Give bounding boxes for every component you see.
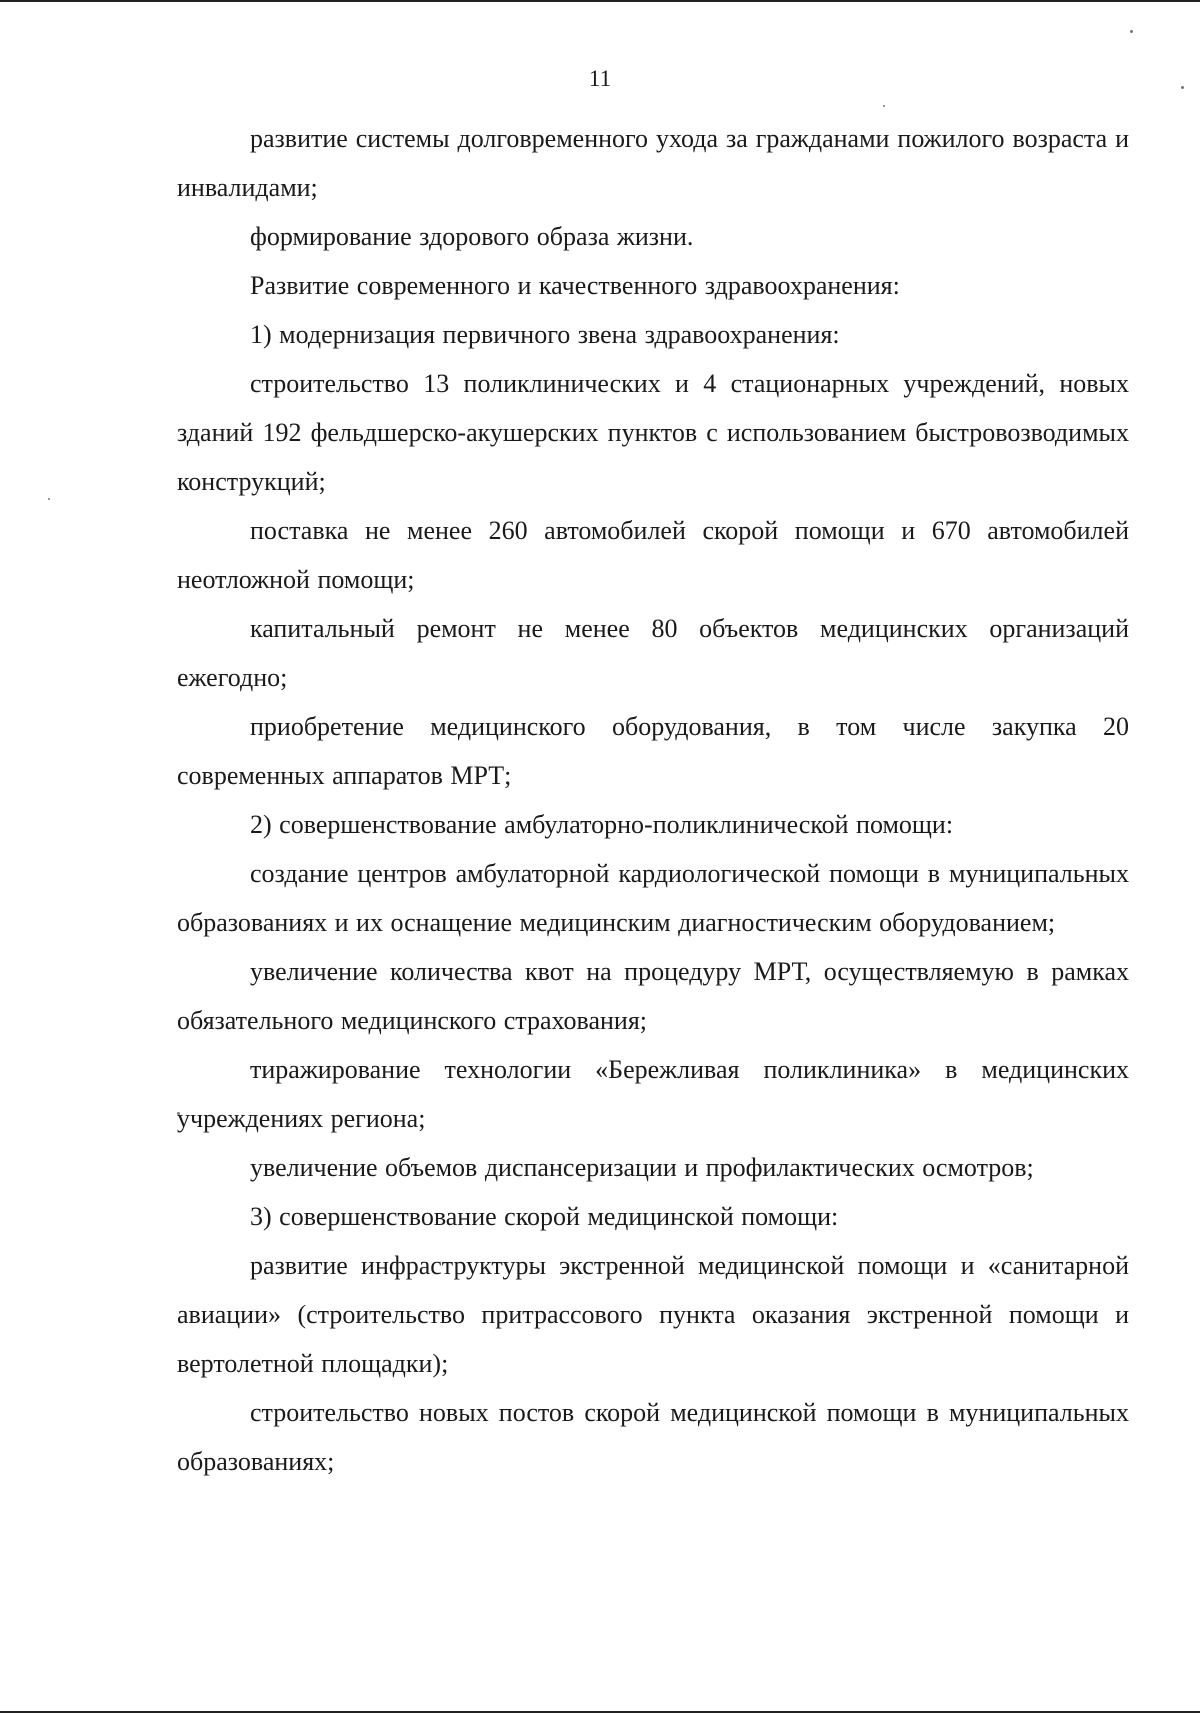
scan-bottom-edge xyxy=(0,1711,1200,1713)
paragraph-equipment-purchase: приобретение медицинского оборудования, в том числе закупка 20 современных аппаратов МРТ; xyxy=(177,712,1129,790)
paragraph-long-term-care: развитие системы долговременного ухода за гражданами пожилого возраста и инвалидами; xyxy=(177,124,1129,202)
scan-speck xyxy=(1130,30,1133,33)
paragraph-air-ambulance: развитие инфраструктуры экстренной медицинской помощи и «санитарной авиации» (строительство притрассового пункта оказания экстренной помощи и вертолетной площадки); xyxy=(177,1251,1129,1378)
paragraph-primary-care-modernization: 1) модернизация первичного звена здравоохранения: xyxy=(250,320,840,349)
paragraph-capital-repair: капитальный ремонт не менее 80 объектов медицинских организаций ежегодно; xyxy=(177,614,1129,692)
paragraph-construction-clinics: строительство 13 поликлинических и 4 стационарных учреждений, новых зданий 192 фельдшерско-акушерских пунктов с использованием быстровозводимых конструкций; xyxy=(177,369,1129,496)
paragraph-emergency-care-improvement: 3) совершенствование скорой медицинской помощи: xyxy=(250,1202,839,1231)
paragraph-healthcare-heading: Развитие современного и качественного здравоохранения: xyxy=(250,271,900,300)
paragraph-lean-clinic: тиражирование технологии «Бережливая поликлиника» в медицинских учреждениях региона; xyxy=(177,1055,1129,1133)
paragraph-healthy-lifestyle: формирование здорового образа жизни. xyxy=(250,222,694,251)
scan-speck xyxy=(48,498,50,500)
page-number: 11 xyxy=(588,66,612,91)
scan-speck xyxy=(883,105,885,107)
paragraph-cardiology-centers: создание центров амбулаторной кардиологической помощи в муниципальных образованиях и их оснащение медицинским диагностическим оборудованием; xyxy=(177,859,1129,937)
paragraph-outpatient-improvement: 2) совершенствование амбулаторно-поликлинической помощи: xyxy=(250,810,954,839)
document-body xyxy=(177,114,1129,1486)
paragraph-mri-quotas: увеличение количества квот на процедуру МРТ, осуществляемую в рамках обязательного медицинского страхования; xyxy=(177,957,1129,1035)
paragraph-ambulance-posts: строительство новых постов скорой медицинской помощи в муниципальных образованиях; xyxy=(177,1398,1129,1476)
scan-top-edge xyxy=(0,0,1200,2)
paragraph-medical-checkups: увеличение объемов диспансеризации и профилактических осмотров; xyxy=(250,1153,1034,1182)
paragraph-ambulance-supply: поставка не менее 260 автомобилей скорой помощи и 670 автомобилей неотложной помощи; xyxy=(177,516,1129,594)
